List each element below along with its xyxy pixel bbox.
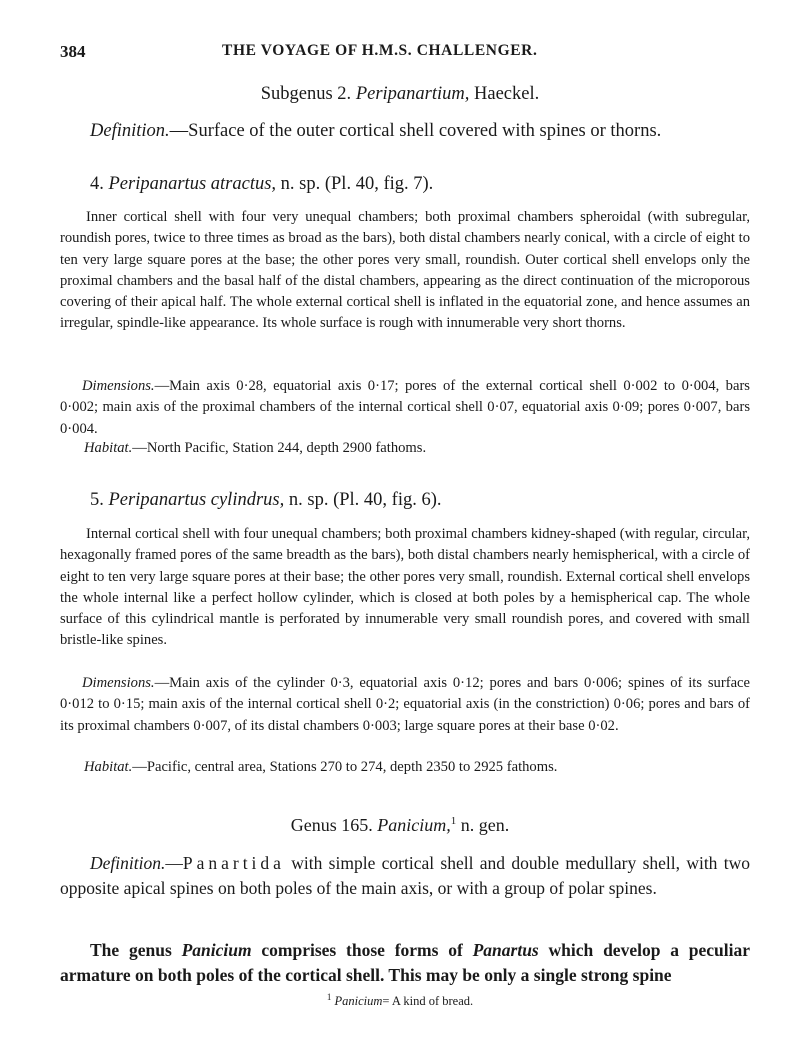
genus-definition-term: Panartida (182, 853, 285, 873)
species-name: Peripanartus atractus, (108, 174, 277, 194)
subgenus-heading (0, 84, 800, 105)
footnote (0, 992, 800, 1009)
subgenus-author: Haeckel. (474, 84, 540, 104)
running-title: THE VOYAGE OF H.M.S. CHALLENGER. (222, 42, 538, 59)
footnote-mark: 1 (326, 992, 332, 1002)
footnote-term: Panicium (334, 994, 383, 1009)
habitat-text: —North Pacific, Station 244, depth 2900 fathoms. (132, 440, 427, 456)
genus-name-ref: Panicium (181, 940, 252, 960)
species-name: Peripanartus cylindrus, (108, 490, 285, 510)
subgenus-name: Peripanartium, (355, 84, 470, 104)
genus-definition: Definition.—Panartida with simple cortical shell and double medullary shell, with two opposite apical spines on both poles of the main axis, or with a group of polar spines. (60, 853, 750, 898)
other-genus-ref: Panartus (472, 940, 539, 960)
subgenus-prefix: Subgenus 2. (260, 84, 352, 104)
dimensions-text: —Main axis 0·28, equatorial axis 0·17; pores of the external cortical shell 0·002 to 0·004, bars 0·002; main axis of the proximal chambers of the internal cortical shell 0·07, equatorial axis 0·09; pores 0·007, bars 0·004. (60, 378, 750, 437)
genus-suffix: n. gen. (460, 815, 510, 835)
dimensions-label: Dimensions. (82, 675, 155, 691)
species-habitat (84, 759, 557, 776)
dimensions-text: —Main axis of the cylinder 0·3, equatorial axis 0·12; pores and bars 0·006; spines of its surface 0·012 to 0·15; main axis of the internal cortical shell 0·2; equatorial axis (in the constriction) 0·06; pores and bars of its proximal chambers 0·007, of its distal chambers 0·003; large square pores at their base 0·02. (60, 675, 750, 734)
genus-name: Panicium, (377, 815, 451, 835)
page-number: 384 (60, 42, 86, 61)
species-description: Inner cortical shell with four very unequal chambers; both proximal chambers spheroidal (with subregular, roundish pores, twice to three times as broad as the bars), both distal chambers nearly conical, with a circle of eight to ten very large square pores at the base; the other pores very small, roundish. Outer cortical shell envelops only the proximal chambers and the basal half of the distal chambers, appearing as the direct continuation of the microporous covering of their apical half. The whole external cortical shell is inflated in the equatorial zone, and hence assumes an irregular, spindle-like appearance. Its whole surface is rough with innumerable very short thorns. (60, 209, 750, 332)
genus-prefix: Genus 165. (290, 815, 373, 835)
species-suffix: n. sp. (Pl. 40, fig. 6). (288, 490, 442, 510)
species-dimensions (60, 673, 750, 737)
footnote-ref: 1 (450, 815, 457, 827)
species-number: 4. (90, 174, 104, 194)
footnote-text: = A kind of bread. (382, 994, 474, 1009)
genus-definition-label: Definition. (90, 853, 166, 873)
definition-label: Definition. (90, 121, 170, 141)
species-description: Internal cortical shell with four unequal chambers; both proximal chambers kidney-shaped (with regular, circular, hexagonally framed pores of the same breadth as the bars), both distal chambers nearly hemispherical, with a circle of eight to ten very large square pores at their base; the other pores very small, roundish. External cortical shell envelops the whole internal like a perfect hollow cylinder, which is closed at both poles by a hemispherical cap. The whole surface of this cylindrical mantle is perforated by innumerable very small roundish pores, and covered with small bristle-like spines. (60, 526, 750, 649)
genus-heading (0, 815, 800, 836)
species-heading (90, 174, 433, 195)
species-dimensions (60, 376, 750, 440)
habitat-label: Habitat. (84, 440, 133, 456)
species-suffix: n. sp. (Pl. 40, fig. 7). (280, 174, 434, 194)
subgenus-definition (90, 121, 790, 142)
genus-paragraph: The genus Panicium comprises those forms of Panartus which develop a peculiar armature on both poles of the cortical shell. This may be only a single strong spine (60, 940, 751, 985)
species-heading (90, 490, 442, 511)
definition-text: —Surface of the outer cortical shell covered with spines or thorns. (169, 121, 662, 141)
habitat-label: Habitat. (84, 759, 133, 775)
habitat-text: —Pacific, central area, Stations 270 to 274, depth 2350 to 2925 fathoms. (132, 759, 558, 775)
species-habitat (84, 440, 426, 457)
dimensions-label: Dimensions. (82, 378, 155, 394)
species-number: 5. (90, 490, 104, 510)
genus-definition-text: with simple cortical shell and double medullary shell, with two opposite apical spines on both poles of the main axis, or with a group of polar spines. (60, 853, 750, 898)
